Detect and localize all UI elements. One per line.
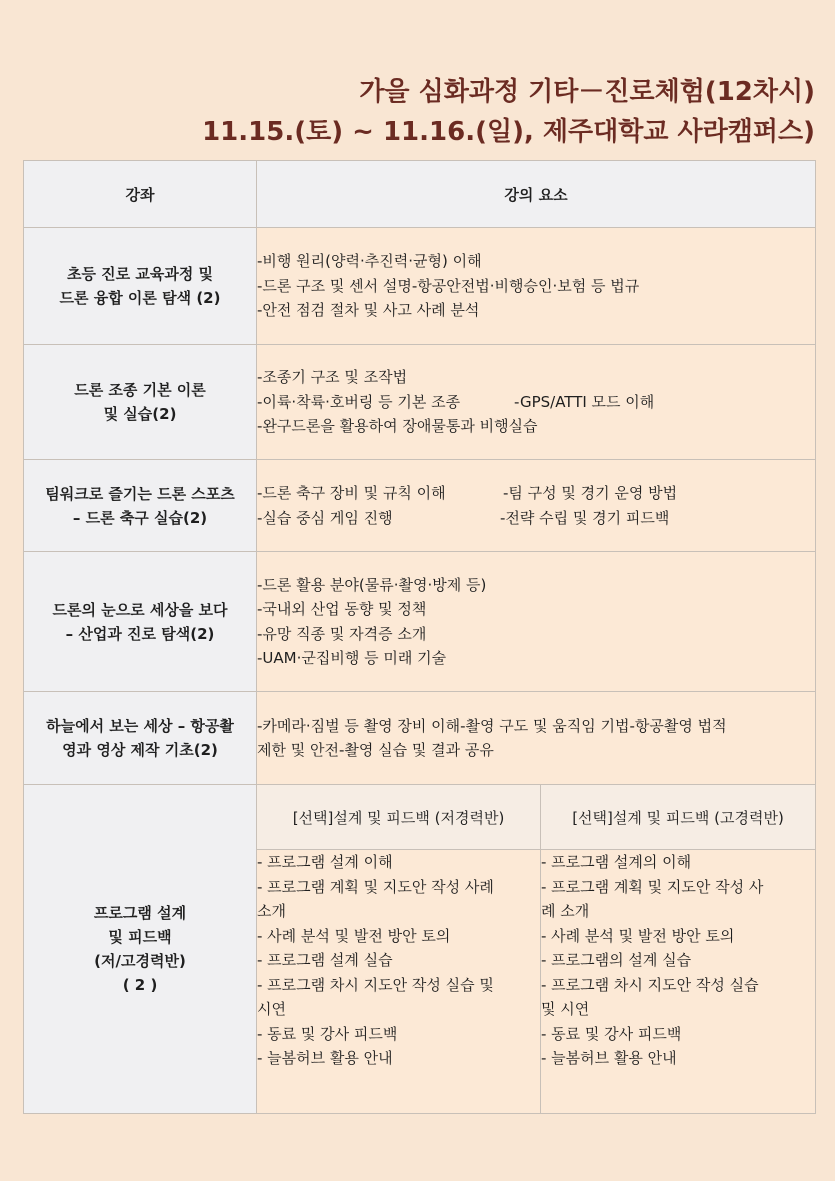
page-subtitle: 11.15.(토) ~ 11.16.(일), 제주대학교 사라캠퍼스): [202, 117, 815, 147]
content-line: -카메라·짐벌 등 촬영 장비 이해-촬영 구도 및 움직임 기법-항공촬영 법적: [257, 716, 727, 735]
high-experience-content: [541, 850, 816, 1114]
topic-line: 및 피드백: [108, 928, 172, 946]
curriculum-table: [23, 160, 816, 1114]
topic-line: (저/고경력반): [94, 952, 186, 970]
column-header-topic: 강좌: [24, 161, 257, 228]
content-line: [257, 481, 815, 506]
content-cell: [257, 552, 816, 692]
content-line: - 프로그램 설계 이해: [257, 853, 393, 871]
content-cell: [257, 460, 816, 552]
topic-line: – 드론 축구 실습(2): [72, 508, 208, 527]
content-cell: [257, 692, 816, 785]
table-row: [24, 460, 816, 552]
content-line: - 사례 분석 및 발전 방안 토의: [257, 926, 451, 945]
topic-line: 드론 조종 기본 이론: [74, 381, 206, 399]
topic-line: 하늘에서 보는 세상 – 항공촬: [46, 717, 234, 735]
page-title: 가을 심화과정 기타－진로체험(12차시): [359, 77, 815, 107]
content-segment: -팀 구성 및 경기 운영 방법: [503, 484, 678, 502]
topic-cell: [24, 692, 257, 785]
high-experience-header: [선택]설계 및 피드백 (고경력반): [541, 785, 816, 850]
table-header-row: [24, 161, 816, 228]
content-line: 시연: [257, 1000, 286, 1018]
content-line: - 프로그램 차시 지도안 작성 실습 및: [257, 975, 494, 994]
topic-line: 드론 융합 이론 탐색 (2): [59, 289, 221, 307]
low-experience-content: [257, 850, 541, 1114]
program-subheader-row: [24, 785, 816, 850]
table-row: [24, 345, 816, 460]
content-line: - 프로그램 설계의 이해: [541, 853, 692, 871]
content-line: - 동료 및 강사 피드백: [257, 1024, 398, 1043]
content-segment: -실습 중심 게임 진행: [257, 508, 393, 527]
topic-line: 프로그램 설계: [93, 904, 187, 922]
content-line: [257, 390, 815, 415]
table-row: [24, 692, 816, 785]
topic-line: 드론의 눈으로 세상을 보다: [52, 600, 228, 619]
content-line: 소개: [257, 902, 286, 920]
low-experience-header: [선택]설계 및 피드백 (저경력반): [257, 785, 541, 850]
topic-line: ( 2 ): [122, 976, 158, 994]
topic-line: 영과 영상 제작 기초(2): [62, 741, 218, 759]
table-row: [24, 552, 816, 692]
content-segment: -전략 수립 및 경기 피드백: [500, 508, 670, 527]
topic-line: 팀워크로 즐기는 드론 스포츠: [45, 484, 235, 503]
table-row: [24, 228, 816, 345]
content-line: - 늘봄허브 활용 안내: [257, 1049, 393, 1067]
content-line: - 프로그램 차시 지도안 작성 실습: [541, 975, 759, 994]
content-line: - 동료 및 강사 피드백: [541, 1024, 682, 1043]
content-line: -조종기 구조 및 조작법: [257, 368, 408, 387]
topic-cell: [24, 228, 257, 345]
topic-cell: [24, 460, 257, 552]
content-line: -안전 점검 절차 및 사고 사례 분석: [257, 301, 480, 320]
content-line: -완구드론을 활용하여 장애물통과 비행실습: [257, 417, 538, 436]
content-line: -드론 활용 분야(물류·촬영·방제 등): [257, 575, 487, 594]
content-line: [257, 506, 815, 531]
topic-line: 및 실습(2): [103, 405, 177, 423]
content-line: - 프로그램 설계 실습: [257, 951, 393, 969]
content-line: 례 소개: [541, 902, 590, 920]
content-segment: -GPS/ATTI 모드 이해: [514, 392, 655, 411]
column-header-content: 강의 요소: [257, 161, 816, 228]
content-line: 및 시연: [541, 1000, 590, 1018]
content-line: - 프로그램 계획 및 지도안 작성 사: [541, 877, 764, 896]
topic-line: – 산업과 진로 탐색(2): [65, 624, 215, 643]
topic-cell: [24, 345, 257, 460]
content-line: -드론 구조 및 센서 설명-항공안전법·비행승인·보험 등 법규: [257, 276, 640, 295]
topic-line: 초등 진로 교육과정 및: [66, 265, 214, 283]
content-line: -비행 원리(양력·추진력·균형) 이해: [257, 252, 482, 271]
content-cell: [257, 345, 816, 460]
content-line: 제한 및 안전-촬영 실습 및 결과 공유: [257, 741, 494, 759]
content-line: -UAM·군집비행 등 미래 기술: [257, 649, 447, 667]
content-line: - 프로그램 계획 및 지도안 작성 사례: [257, 877, 494, 896]
content-line: - 프로그램의 설계 실습: [541, 951, 692, 969]
page-header: [202, 72, 815, 152]
content-cell: [257, 228, 816, 345]
topic-cell: [24, 785, 257, 1114]
topic-cell: [24, 552, 257, 692]
content-segment: -드론 축구 장비 및 규칙 이해: [257, 484, 446, 502]
content-line: -유망 직종 및 자격증 소개: [257, 624, 427, 643]
content-segment: -이륙·착륙·호버링 등 기본 조종: [257, 392, 461, 411]
content-line: - 늘봄허브 활용 안내: [541, 1049, 677, 1067]
content-line: - 사례 분석 및 발전 방안 토의: [541, 926, 735, 945]
content-line: -국내외 산업 동향 및 정책: [257, 600, 427, 618]
